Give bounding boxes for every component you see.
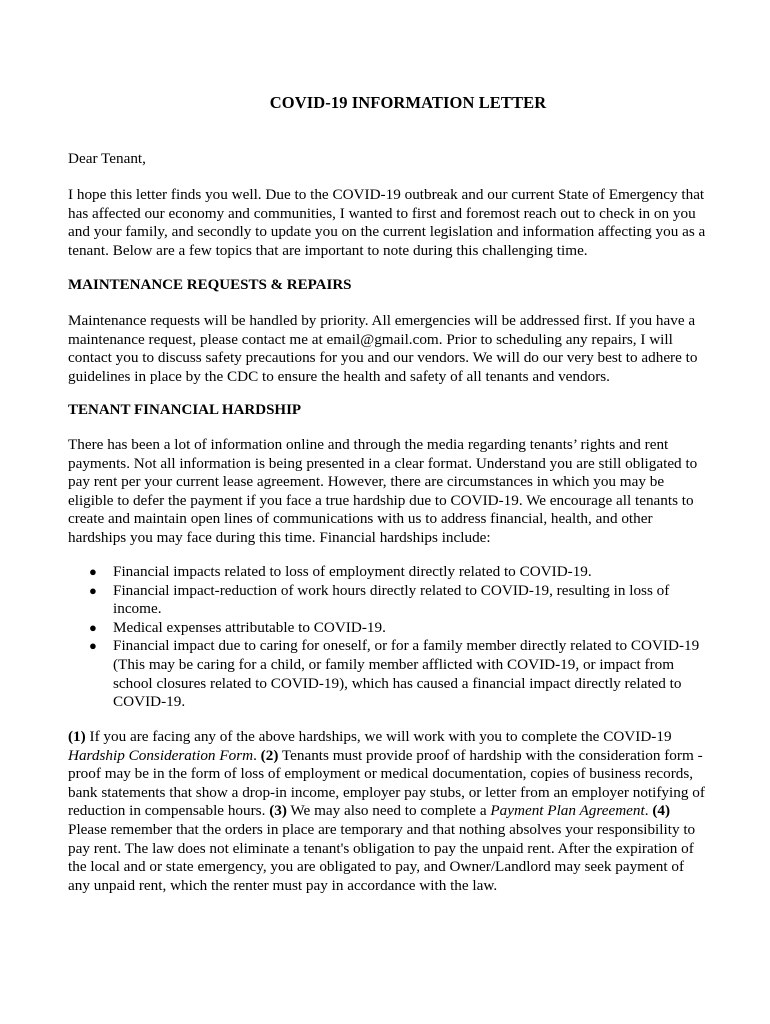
list-item-text: Financial impact due to caring for oneself, or for a family member directly related to COVID-19 (This may be caring for a child, or family member afflicted with COVID-19, or impact from school closures related to COVID-19), which has caused a financial impact directly related to COVID-19.: [113, 637, 700, 711]
section-body-maintenance: Maintenance requests will be handled by priority. All emergencies will be addressed first. If you have a maintenance request, please contact me at email@gmail.com. Prior to scheduling any repairs, I will contact you to discuss safety precautions for you and our vendors. We will do our very best to adhere to guidelines in place by the CDC to ensure the health and safety of all tenants and vendors.: [68, 312, 698, 385]
closing-text-6: Please remember that the orders in place are temporary and that nothing absolves your responsibility to pay rent. The law does not eliminate a tenant's obligation to pay the unpaid rent. After the expiration of the local and or state emergency, you are obligated to pay, and Owner/Landlord may seek payment of any unpaid rent, which the renter must pay in accordance with the law.: [68, 820, 696, 894]
list-item: [68, 563, 708, 582]
step-number-3: (3): [269, 802, 287, 820]
list-item-text: Financial impacts related to loss of employment directly related to COVID-19.: [113, 563, 592, 580]
closing-text-1: If you are facing any of the above hardships, we will work with you to complete the COVID-19: [85, 728, 672, 745]
section-heading-financial-hardship: TENANT FINANCIAL HARDSHIP: [68, 402, 302, 418]
closing-paragraph: [68, 728, 708, 895]
list-item-text: Medical expenses attributable to COVID-19.: [113, 618, 386, 636]
section-body-financial-hardship: There has been a lot of information online and through the media regarding tenants’ rights and rent payments. Not all information is being presented in a clear format. Understand you are still obligated to pay rent per your current lease agreement. However, there are circumstances in which you may be eligible to defer the payment if you face a true hardship due to COVID-19. We encourage all tenants to create and maintain open lines of communications with us to address financial, health, and other hardships you may face during this time. Financial hardships include:: [68, 436, 698, 546]
closing-text-5: .: [644, 802, 653, 820]
bullet-icon: ●: [89, 564, 97, 579]
step-number-4: (4): [652, 802, 671, 820]
hardship-list: [68, 563, 708, 712]
step-number-2: (2): [260, 746, 279, 764]
list-item: [68, 582, 708, 619]
list-item: [68, 619, 708, 638]
hardship-form-name: Hardship Consideration Form: [68, 746, 254, 764]
page-title: COVID-19 INFORMATION LETTER: [269, 93, 547, 112]
bullet-icon: ●: [89, 638, 97, 654]
bullet-icon: ●: [89, 619, 97, 635]
section-heading-maintenance: MAINTENANCE REQUESTS & REPAIRS: [68, 277, 352, 293]
closing-text-3: Tenants must provide proof of hardship with the consideration form - proof may be in the form of loss of employment or medical documentation, copies of business records, bank statements that show a drop-in income, employer pay stubs, or letter from an employer notifying of reduction in compensable hours.: [68, 746, 705, 820]
intro-paragraph: I hope this letter finds you well. Due to the COVID-19 outbreak and our current State of Emergency that has affected our economy and communities, I wanted to first and foremost reach out to check in on you and your family, and secondly to update you on the current legislation and information affecting you as a tenant. Below are a few topics that are important to note during this challenging time.: [68, 186, 706, 259]
bullet-icon: ●: [89, 582, 97, 598]
payment-plan-name: Payment Plan Agreement: [490, 802, 645, 820]
salutation: Dear Tenant,: [68, 150, 146, 167]
list-item-text: Financial impact-reduction of work hours directly related to COVID-19, resulting in loss of income.: [113, 581, 670, 618]
closing-text-4: We may also need to complete a: [286, 802, 491, 820]
list-item: [68, 637, 708, 711]
step-number-1: (1): [68, 728, 86, 745]
closing-text-2: .: [253, 746, 261, 764]
